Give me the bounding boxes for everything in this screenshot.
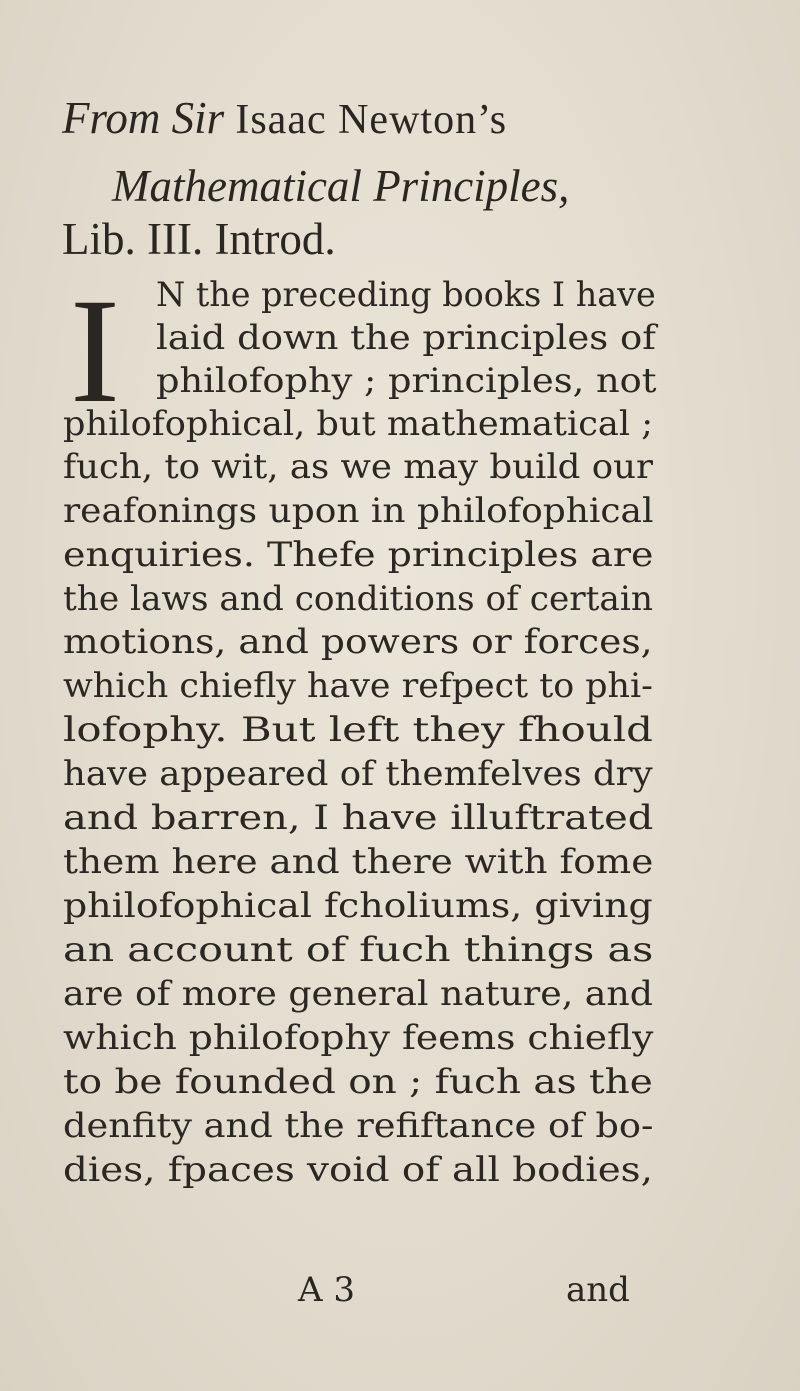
signature-mark: A 3 (298, 1270, 355, 1310)
text-line: lofophy. But left they fhould (63, 710, 653, 750)
text-line: are of more general nature, and (63, 974, 653, 1014)
heading-line-2: Mathematical Principles, (112, 161, 570, 211)
text-line: the laws and conditions of certain (63, 579, 653, 619)
text-line: denfity and the refiftance of bo- (63, 1106, 654, 1146)
text-line: an account of fuch things as (63, 930, 654, 970)
text-line: have appeared of themfelves dry (63, 754, 653, 794)
text-line: which chiefly have refpect to phi- (63, 666, 653, 706)
text-line: N the preceding books I have (156, 275, 656, 315)
text-line: enquiries. Thefe principles are (63, 535, 654, 575)
drop-cap: I (70, 268, 120, 434)
heading-author: Isaac Newton’s (235, 97, 508, 143)
text-line: fuch, to wit, as we may build our (63, 447, 653, 487)
text-line: philofophical, but mathematical ; (63, 404, 654, 444)
text-line: philofophy ; principles, not (156, 361, 657, 401)
text-line: them here and there with fome (63, 842, 654, 882)
text-line: philofophical fcholiums, giving (63, 886, 653, 926)
heading-prefix: From Sir (62, 93, 236, 143)
text-line: dies, fpaces void of all bodies, (63, 1150, 653, 1190)
text-line: motions, and powers or forces, (63, 622, 653, 662)
text-line: to be founded on ; fuch as the (63, 1062, 653, 1102)
text-line: and barren, I have illuftrated (63, 798, 654, 838)
catchword: and (566, 1270, 630, 1310)
heading-line-1 (62, 92, 507, 144)
text-line: reafonings upon in philofophical (63, 491, 654, 531)
text-line: which philofophy feems chiefly (63, 1018, 654, 1058)
heading-line-3: Lib. III. Introd. (62, 214, 336, 264)
text-line: laid down the principles of (156, 318, 656, 358)
